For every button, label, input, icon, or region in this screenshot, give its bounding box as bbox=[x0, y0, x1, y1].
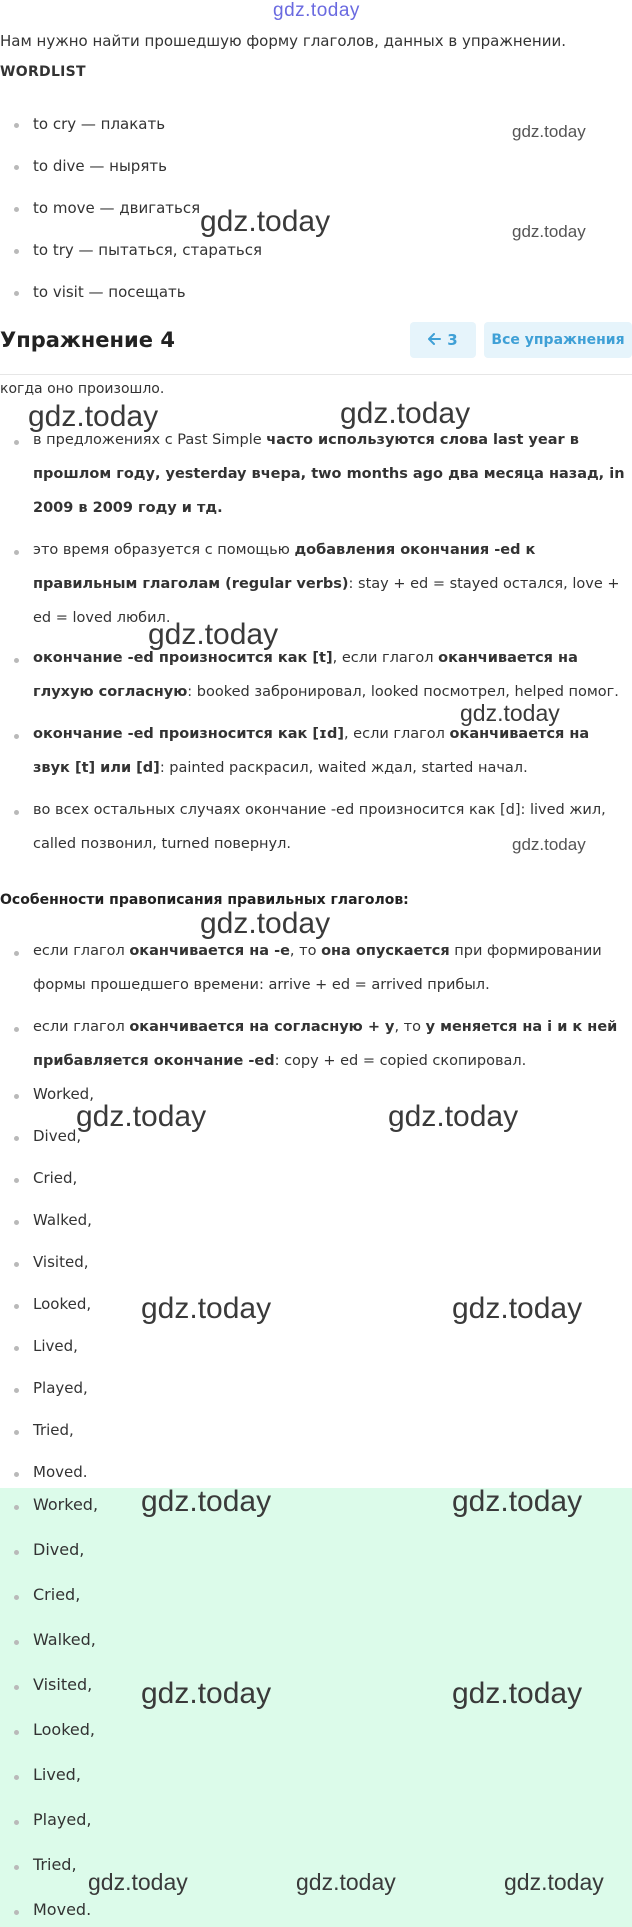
answer-item: Walked, bbox=[33, 1630, 96, 1649]
rule-item: окончание -ed произносится как [ɪd], если глагол оканчивается на звук [t] или [d]: painted раскрасил, waited ждал, started начал. bbox=[33, 726, 590, 776]
bullet-dot bbox=[14, 550, 19, 555]
rule-item: в предложениях с Past Simple часто используются слова last year в прошлом году, yesterday вчера, two months ago два месяца назад, in 2009 в 2009 году и тд. bbox=[33, 432, 625, 516]
rule-item: во всех остальных случаях окончание -ed произносится как [d]: lived жил, called позвонил, turned повернул. bbox=[33, 802, 606, 852]
watermark: gdz.today bbox=[340, 397, 471, 430]
bullet-dot bbox=[14, 1136, 19, 1141]
watermark: gdz.today bbox=[388, 1100, 519, 1133]
answer-item: Visited, bbox=[33, 1253, 89, 1271]
bullet-dot bbox=[14, 1178, 19, 1183]
wordlist-heading: WORDLIST bbox=[0, 64, 86, 80]
watermark: gdz.today bbox=[452, 1292, 583, 1325]
wordlist-item: to try — пытаться, стараться bbox=[33, 241, 262, 259]
bullet-dot bbox=[14, 1775, 19, 1780]
bullet-dot bbox=[14, 1865, 19, 1870]
bullet-dot bbox=[14, 734, 19, 739]
all-exercises-button[interactable]: Все упражнения bbox=[484, 322, 632, 358]
bullet-dot bbox=[14, 951, 19, 956]
spelling-rule: если глагол оканчивается на согласную + y, то у меняется на i и к ней прибавляется окончание -ed: copy + ed = copied скопировал. bbox=[33, 1019, 618, 1069]
watermark: gdz.today bbox=[141, 1677, 272, 1710]
bullet-dot bbox=[14, 1346, 19, 1351]
answer-item: Looked, bbox=[33, 1720, 95, 1739]
spelling-heading: Особенности правописания правильных глаголов: bbox=[0, 892, 409, 908]
bullet-dot bbox=[14, 1820, 19, 1825]
watermark: gdz.today bbox=[296, 1869, 396, 1895]
answer-item: Worked, bbox=[33, 1085, 94, 1103]
watermark: gdz.today bbox=[141, 1292, 272, 1325]
bullet-dot bbox=[14, 1730, 19, 1735]
bullet-dot bbox=[14, 1262, 19, 1267]
answer-item: Cried, bbox=[33, 1169, 78, 1187]
bullet-dot bbox=[14, 291, 19, 296]
answer-item: Cried, bbox=[33, 1585, 81, 1604]
watermark: gdz.today bbox=[504, 1869, 604, 1895]
bullet-dot bbox=[14, 165, 19, 170]
watermark: gdz.today bbox=[452, 1485, 583, 1518]
watermark: gdz.today bbox=[141, 1485, 272, 1518]
bullet-dot bbox=[14, 1027, 19, 1032]
truncated-text: когда оно произошло. bbox=[0, 381, 165, 397]
bullet-dot bbox=[14, 1388, 19, 1393]
bullet-dot bbox=[14, 1094, 19, 1099]
answer-item: Visited, bbox=[33, 1675, 93, 1694]
watermark: gdz.today bbox=[88, 1869, 188, 1895]
bullet-dot bbox=[14, 658, 19, 663]
bullet-dot bbox=[14, 1505, 19, 1510]
answer-item: Looked, bbox=[33, 1295, 92, 1313]
answer-item: Worked, bbox=[33, 1495, 99, 1514]
site-logo[interactable]: gdz.today bbox=[273, 0, 360, 21]
watermark: gdz.today bbox=[512, 835, 586, 854]
rule-item: окончание -ed произносится как [t], если глагол оканчивается на глухую согласную: booked забронировал, looked посмотрел, helped помог. bbox=[33, 650, 619, 700]
answer-item: Tried, bbox=[33, 1421, 74, 1439]
answer-item: Dived, bbox=[33, 1540, 85, 1559]
bullet-dot bbox=[14, 1640, 19, 1645]
watermark: gdz.today bbox=[512, 222, 586, 241]
answer-item: Played, bbox=[33, 1810, 92, 1829]
wordlist-item: to cry — плакать bbox=[33, 115, 166, 133]
watermark: gdz.today bbox=[460, 700, 560, 726]
bullet-dot bbox=[14, 1304, 19, 1309]
bullet-dot bbox=[14, 1472, 19, 1477]
bullet-dot bbox=[14, 1685, 19, 1690]
bullet-dot bbox=[14, 440, 19, 445]
watermark: gdz.today bbox=[76, 1100, 207, 1133]
bullet-dot bbox=[14, 123, 19, 128]
bullet-dot bbox=[14, 1430, 19, 1435]
bullet-dot bbox=[14, 207, 19, 212]
bullet-dot bbox=[14, 249, 19, 254]
exercise-title: Упражнение 4 bbox=[0, 328, 175, 352]
wordlist-item: to move — двигаться bbox=[33, 199, 201, 217]
bullet-dot bbox=[14, 1220, 19, 1225]
watermark: gdz.today bbox=[148, 618, 279, 651]
bullet-dot bbox=[14, 810, 19, 815]
bullet-dot bbox=[14, 1595, 19, 1600]
arrow-left-icon bbox=[428, 331, 441, 349]
answer-item: Lived, bbox=[33, 1337, 78, 1355]
rule-item: это время образуется с помощью добавления окончания -ed к правильным глаголам (regular verbs): stay + ed = stayed остался, love + ed = loved любил. bbox=[33, 542, 620, 626]
answer-item: Walked, bbox=[33, 1211, 92, 1229]
wordlist-item: to visit — посещать bbox=[33, 283, 186, 301]
wordlist-item: to dive — нырять bbox=[33, 157, 167, 175]
watermark: gdz.today bbox=[200, 205, 331, 238]
watermark: gdz.today bbox=[512, 122, 586, 141]
answer-item: Played, bbox=[33, 1379, 88, 1397]
spelling-rule: если глагол оканчивается на -e, то она опускается при формировании формы прошедшего времени: arrive + ed = arrived прибыл. bbox=[33, 943, 602, 993]
watermark: gdz.today bbox=[28, 400, 159, 433]
answer-item: Moved. bbox=[33, 1900, 92, 1919]
intro-text: Нам нужно найти прошедшую форму глаголов, данных в упражнении. bbox=[0, 32, 566, 50]
answer-item: Lived, bbox=[33, 1765, 81, 1784]
watermark: gdz.today bbox=[452, 1677, 583, 1710]
prev-exercise-label: 3 bbox=[447, 331, 458, 349]
watermark: gdz.today bbox=[200, 907, 331, 940]
answer-item: Moved. bbox=[33, 1463, 88, 1481]
answer-item: Tried, bbox=[33, 1855, 77, 1874]
answer-item: Dived, bbox=[33, 1127, 82, 1145]
bullet-dot bbox=[14, 1910, 19, 1915]
prev-exercise-button[interactable] bbox=[410, 322, 476, 358]
divider bbox=[0, 374, 632, 375]
bullet-dot bbox=[14, 1550, 19, 1555]
